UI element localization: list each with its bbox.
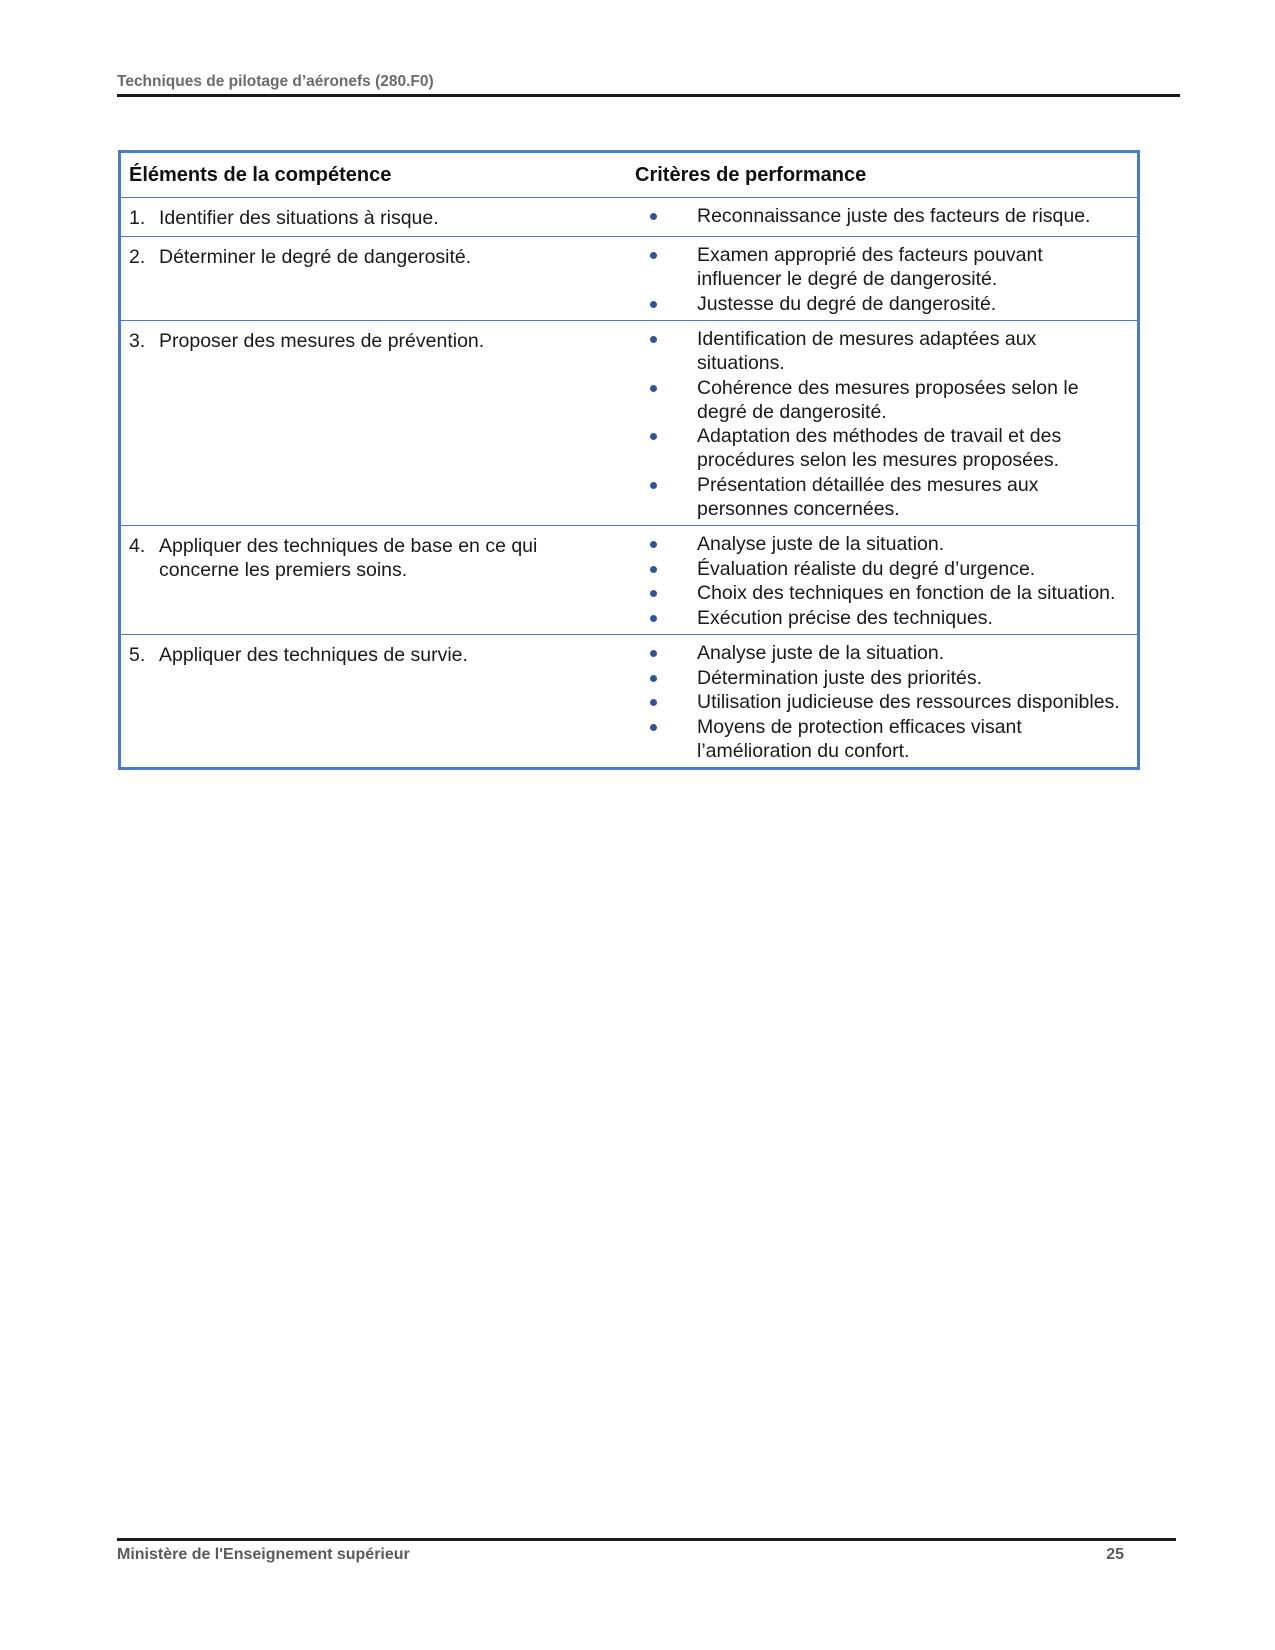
table-header-row — [121, 153, 1137, 198]
criteria-text: Examen approprié des facteurs pouvant influencer le degré de dangerosité. — [697, 244, 1043, 290]
criteria-text: Choix des techniques en fonction de la situation. — [697, 582, 1116, 604]
criteria-item — [627, 715, 1129, 763]
criteria-text: Analyse juste de la situation. — [697, 533, 945, 555]
element-cell — [121, 198, 627, 237]
criteria-list — [627, 327, 1129, 521]
bullet-icon — [627, 473, 697, 521]
criteria-text: Identification de mesures adaptées aux situations. — [697, 328, 1037, 374]
table-row — [121, 198, 1137, 237]
element-text: Appliquer des techniques de base en ce qui concerne les premiers soins. — [159, 535, 538, 581]
bullet-icon — [627, 243, 697, 291]
table-row — [121, 526, 1137, 635]
table-body — [121, 198, 1137, 768]
criteria-list — [627, 641, 1129, 763]
criteria-item — [627, 532, 1129, 556]
criteria-item — [627, 581, 1129, 605]
criteria-list — [627, 204, 1129, 228]
bullet-icon — [627, 690, 697, 714]
criteria-item — [627, 424, 1129, 472]
element-cell — [121, 635, 627, 768]
criteria-cell — [627, 198, 1137, 237]
element-text: Déterminer le degré de dangerosité. — [159, 246, 472, 268]
criteria-item — [627, 557, 1129, 581]
element-cell — [121, 237, 627, 321]
element-text: Appliquer des techniques de survie. — [159, 644, 468, 666]
bullet-icon — [627, 327, 697, 375]
page-header — [117, 73, 1180, 97]
criteria-item — [627, 292, 1129, 316]
element-number: 4. — [129, 535, 146, 557]
criteria-item — [627, 327, 1129, 375]
criteria-text: Moyens de protection efficaces visant l’amélioration du confort. — [697, 715, 1022, 762]
criteria-item — [627, 376, 1129, 424]
element-number: 2. — [129, 246, 146, 268]
element-text: Identifier des situations à risque. — [159, 207, 439, 229]
criteria-text: Analyse juste de la situation. — [697, 642, 945, 664]
element-text: Proposer des mesures de prévention. — [159, 330, 485, 352]
page-footer — [117, 1538, 1176, 1564]
table-row — [121, 635, 1137, 768]
header-divider — [117, 94, 1180, 97]
table-row — [121, 237, 1137, 321]
footer-ministry: Ministère de l'Enseignement supérieur — [117, 1546, 410, 1563]
criteria-item — [627, 690, 1129, 714]
element-number: 5. — [129, 644, 146, 666]
competence-table — [118, 150, 1140, 770]
criteria-text: Justesse du degré de dangerosité. — [697, 292, 997, 315]
criteria-cell — [627, 526, 1137, 635]
bullet-icon — [627, 606, 697, 630]
table-row — [121, 321, 1137, 526]
bullet-icon — [627, 292, 697, 316]
page-number: 25 — [1106, 1546, 1124, 1563]
bullet-icon — [627, 204, 697, 228]
criteria-cell — [627, 237, 1137, 321]
document-title: Techniques de pilotage d’aéronefs (280.F0) — [117, 73, 434, 90]
element-number: 1. — [129, 207, 146, 229]
column-header-criteria: Critères de performance — [635, 164, 867, 186]
element-number: 3. — [129, 330, 146, 352]
criteria-item — [627, 641, 1129, 665]
element-cell — [121, 321, 627, 526]
element-cell — [121, 526, 627, 635]
criteria-text: Présentation détaillée des mesures aux personnes concernées. — [697, 473, 1039, 520]
bullet-icon — [627, 532, 697, 556]
criteria-item — [627, 204, 1129, 228]
criteria-cell — [627, 321, 1137, 526]
bullet-icon — [627, 424, 697, 472]
criteria-text: Détermination juste des priorités. — [697, 666, 983, 689]
column-header-elements: Éléments de la compétence — [129, 164, 392, 186]
criteria-cell — [627, 635, 1137, 768]
bullet-icon — [627, 557, 697, 581]
criteria-item — [627, 473, 1129, 521]
criteria-list — [627, 243, 1129, 316]
criteria-item — [627, 666, 1129, 690]
criteria-list — [627, 532, 1129, 630]
criteria-text: Exécution précise des techniques. — [697, 606, 993, 629]
criteria-text: Reconnaissance juste des facteurs de risque. — [697, 205, 1091, 227]
criteria-item — [627, 606, 1129, 630]
criteria-text: Cohérence des mesures proposées selon le degré de dangerosité. — [697, 376, 1079, 423]
criteria-text: Utilisation judicieuse des ressources disponibles. — [697, 691, 1120, 713]
competence-grid — [121, 153, 1137, 767]
criteria-text: Adaptation des méthodes de travail et des procédures selon les mesures proposées. — [697, 425, 1062, 471]
bullet-icon — [627, 715, 697, 763]
criteria-text: Évaluation réaliste du degré d’urgence. — [697, 557, 1036, 580]
bullet-icon — [627, 581, 697, 605]
bullet-icon — [627, 641, 697, 665]
bullet-icon — [627, 666, 697, 690]
bullet-icon — [627, 376, 697, 424]
criteria-item — [627, 243, 1129, 291]
footer-divider — [117, 1538, 1176, 1541]
